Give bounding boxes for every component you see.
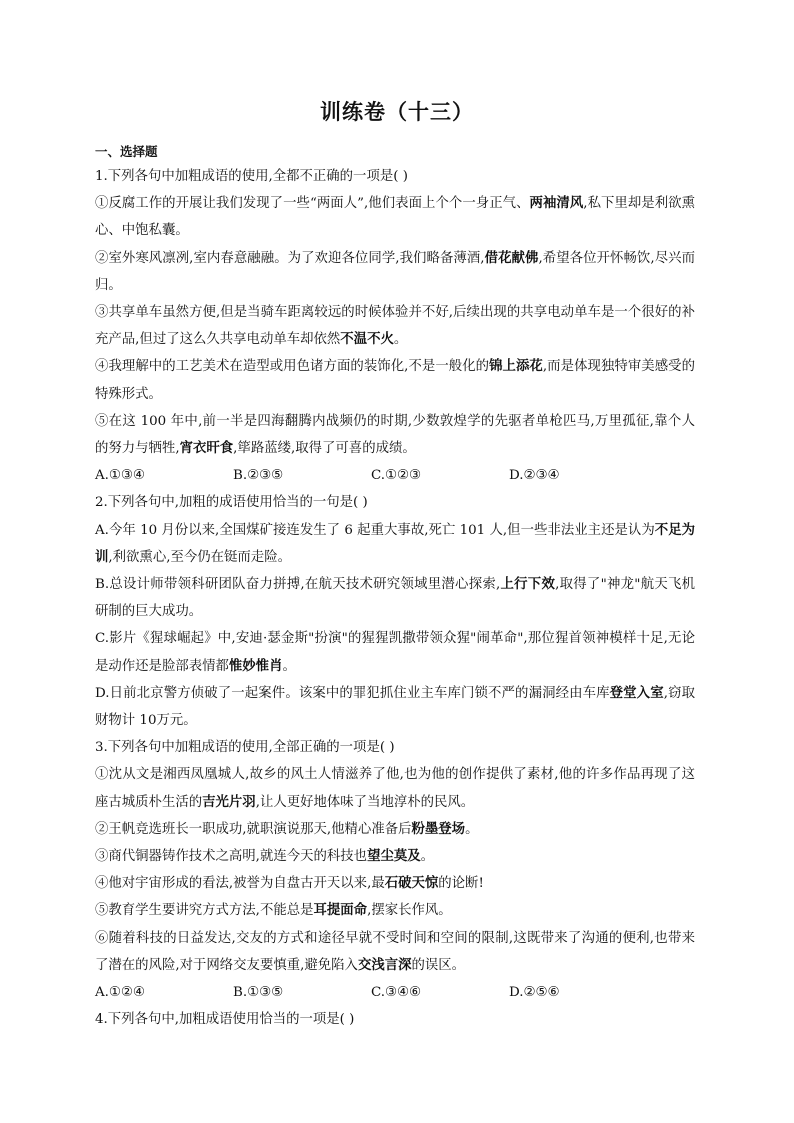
option-a: A.①②④ (95, 985, 145, 1001)
option-c: C.①②③ (371, 468, 422, 484)
bold-idiom: 惟妙惟肖 (228, 657, 283, 674)
sentence: ②室外寒风凛冽,室内春意融融。为了欢迎各位同学,我们略备薄酒,借花献佛,希望各位开怀畅饮,尽兴而归。 (95, 249, 695, 293)
sentence: ⑤在这 100 年中,前一半是四海翻腾内战频仍的时期,少数敦煌学的先驱者单枪匹马,万里孤征,靠个人的努力与牺牲,宵衣旰食,筚路蓝缕,取得了可喜的成绩。 (95, 413, 695, 457)
bold-idiom: 上行下效 (500, 576, 556, 593)
option-b: B.②③⑤ (233, 468, 284, 484)
question-stem: 3.下列各句中加粗成语的使用,全部正确的一项是( ) (95, 740, 395, 756)
bold-idiom: 宵衣旰食 (179, 440, 234, 457)
answer-options (95, 462, 695, 489)
question-stem: 2.下列各句中,加粗的成语使用恰当的一句是( ) (95, 495, 368, 511)
sentence: ①反腐工作的开展让我们发现了一些“两面人”,他们表面上个个一身正气、两袖清风,私下里却是利欲熏心、中饱私囊。 (95, 195, 695, 239)
bold-idiom: 两袖清风 (529, 195, 584, 212)
choice-b: B.总设计师带领科研团队奋力拼搏,在航天技术研究领域里潜心探索,上行下效,取得了"神龙"航天飞机研制的巨大成功。 (95, 576, 696, 620)
option-c: C.③④⑥ (371, 985, 422, 1001)
document-body (95, 141, 695, 1034)
bold-idiom: 锦上添花 (489, 358, 543, 375)
answer-options (95, 979, 695, 1006)
section-heading: 一、选择题 (95, 144, 158, 159)
bold-idiom: 耳提面命 (313, 902, 368, 919)
sentence: ③商代铜器铸作技术之高明,就连今天的科技也望尘莫及。 (95, 848, 435, 865)
question-stem: 1.下列各句中加粗成语的使用,全都不正确的一项是( ) (95, 169, 408, 184)
choice-d: D.日前北京警方侦破了一起案件。该案中的罪犯抓住业主车库门锁不严的漏洞经由车库登堂入室,窃取财物计 10万元。 (95, 684, 696, 729)
bold-idiom: 石破天惊 (384, 875, 439, 892)
option-d: D.②⑤⑥ (509, 985, 560, 1001)
option-d: D.②③④ (509, 468, 560, 484)
bold-idiom: 不足为训 (95, 521, 696, 565)
question-stem: 4.下列各句中,加粗成语使用恰当的一项是( ) (95, 1012, 355, 1028)
sentence: ⑤教育学生要讲究方式方法,不能总是耳提面命,摆家长作风。 (95, 902, 452, 919)
choice-a: A.今年 10 月份以来,全国煤矿接连发生了 6 起重大事故,死亡 101 人,但一些非法业主还是认为不足为训,利欲熏心,至今仍在铤而走险。 (95, 521, 696, 565)
bold-idiom: 不温不火 (340, 331, 394, 348)
sentence: ⑥随着科技的日益发达,交友的方式和途径早就不受时间和空间的限制,这既带来了沟通的便利,也带来了潜在的风险,对于网络交友要慎重,避免陷入交浅言深的误区。 (95, 930, 695, 973)
bold-idiom: 望尘莫及 (367, 848, 421, 865)
sentence: ①沈从文是湘西凤凰城人,故乡的风土人情滋养了他,也为他的创作提供了素材,他的许多作品再现了这座古城质朴生活的吉光片羽,让人更好地体味了当地淳朴的民风。 (95, 767, 695, 810)
sentence: ④他对宇宙形成的看法,被誉为自盘古开天以来,最石破天惊的论断! (95, 875, 484, 892)
bold-idiom: 吉光片羽 (202, 793, 256, 810)
bold-idiom: 交浅言深 (357, 956, 412, 973)
sentence: ④我理解中的工艺美术在造型或用色诸方面的装饰化,不是一般化的锦上添花,而是体现独特审美感受的特殊形式。 (95, 358, 695, 402)
bold-idiom: 登堂入室 (609, 684, 664, 701)
choice-c: C.影片《猩球崛起》中,安迪·瑟金斯"扮演"的猩猩凯撒带领众猩"闹革命",那位猩首领神模样十足,无论是动作还是脸部表情都惟妙惟肖。 (95, 631, 695, 674)
option-a: A.①③④ (95, 468, 145, 484)
bold-idiom: 借花献佛 (484, 249, 539, 266)
page-title: 训练卷（十三） (320, 99, 474, 124)
sentence: ②王帆竞选班长一职成功,就职演说那天,他精心准备后粉墨登场。 (95, 820, 479, 837)
bold-idiom: 粉墨登场 (411, 820, 466, 837)
option-b: B.①③⑤ (233, 985, 284, 1001)
sentence: ③共享单车虽然方便,但是当骑车距离较远的时候体验并不好,后续出现的共享电动单车是一个很好的补充产品,但过了这么久共享电动单车却依然不温不火。 (95, 305, 695, 348)
